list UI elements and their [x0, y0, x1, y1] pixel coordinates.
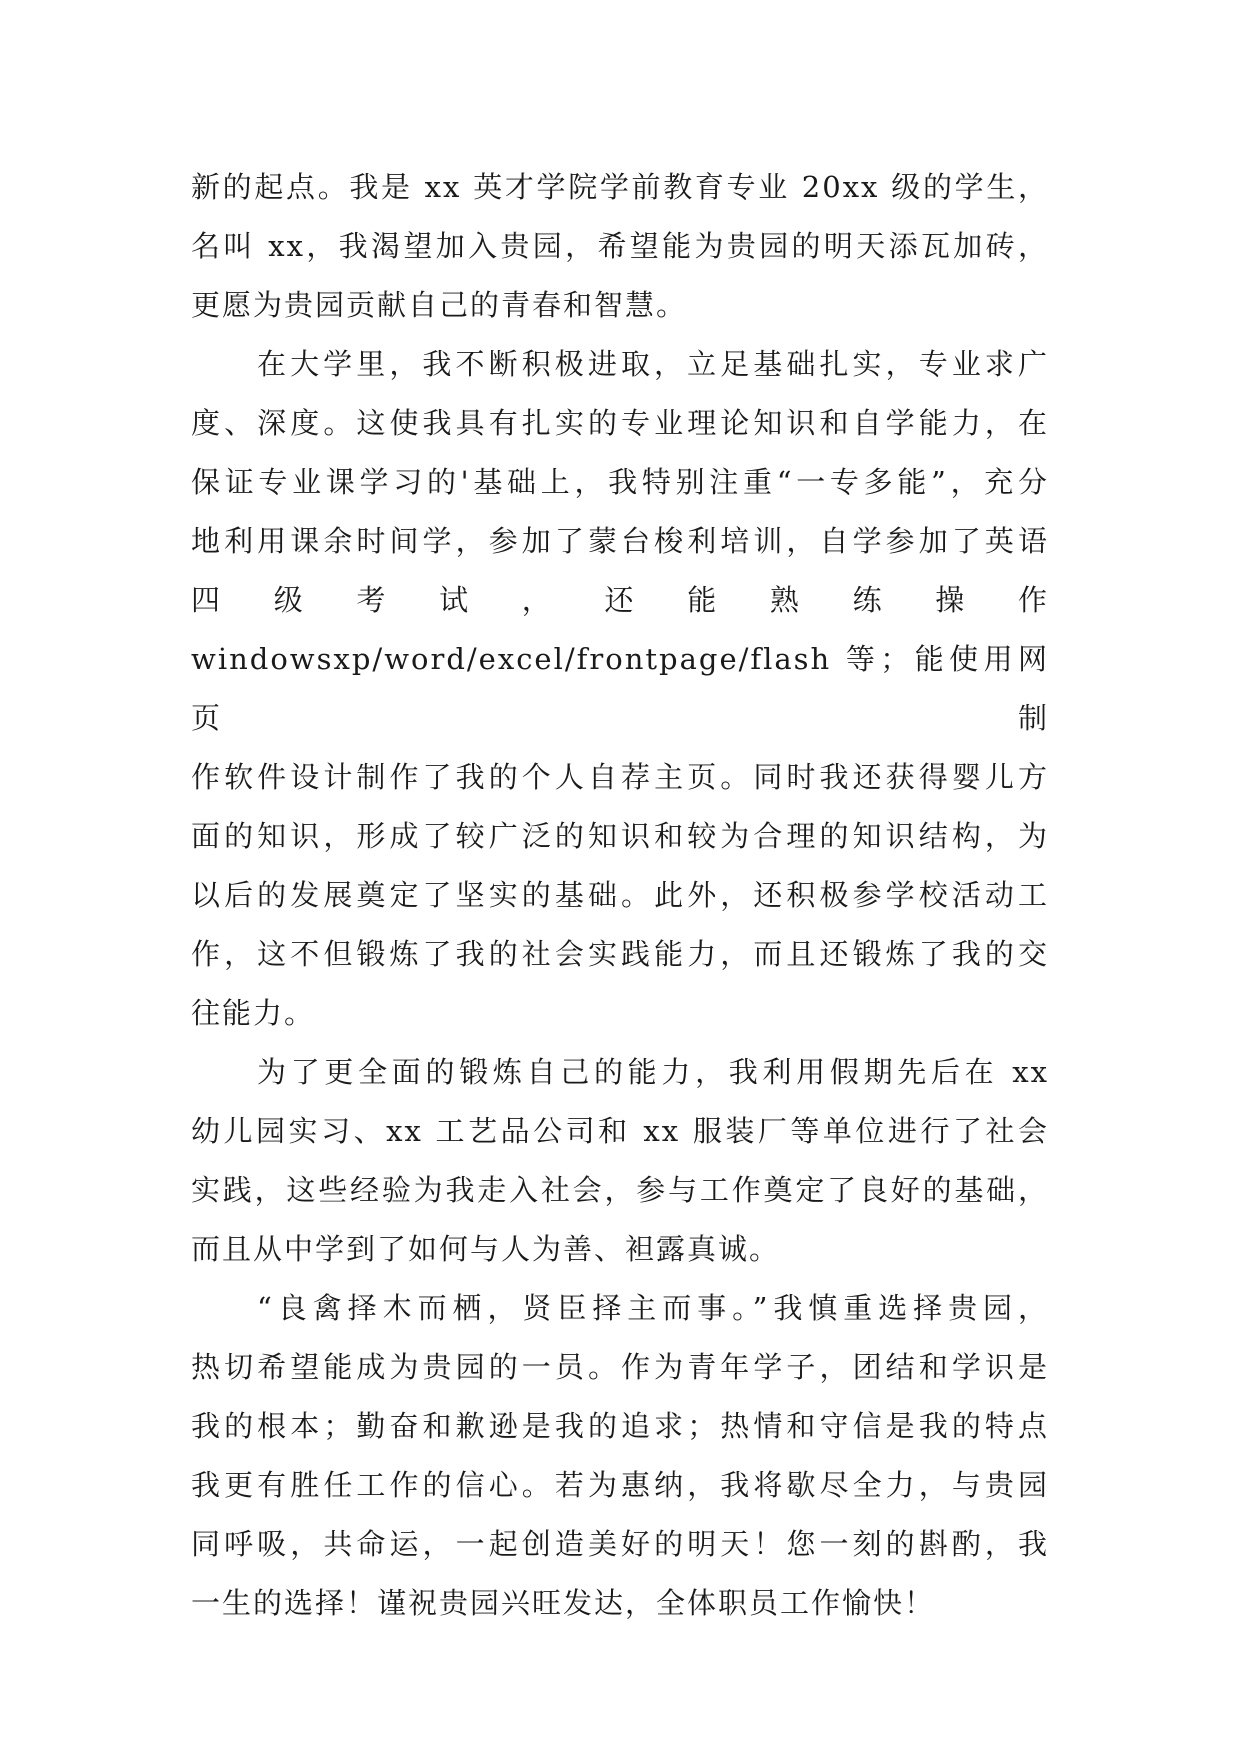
body-text: [191, 158, 1049, 1633]
text-line: 作软件设计制作了我的个人自荐主页。同时我还获得婴儿方: [191, 760, 1049, 794]
text-line: windowsxp/word/excel/frontpage/flash 等；能使用网页制: [191, 642, 1049, 735]
text-line: 同呼吸，共命运，一起创造美好的明天！您一刻的斟酌，我: [191, 1527, 1049, 1561]
paragraph-1: [191, 158, 1049, 335]
paragraph-2: [191, 335, 1049, 1043]
text-line: 而且从中学到了如何与人为善、袒露真诚。: [191, 1232, 781, 1266]
text-line: 以后的发展奠定了坚实的基础。此外，还积极参学校活动工: [191, 878, 1049, 912]
text-line: 热切希望能成为贵园的一员。作为青年学子，团结和学识是: [191, 1350, 1049, 1384]
text-line: 度、深度。这使我具有扎实的专业理论知识和自学能力，在: [191, 406, 1049, 440]
text-line: 在大学里，我不断积极进取，立足基础扎实，专业求广: [257, 347, 1049, 381]
text-line: 实践，这些经验为我走入社会，参与工作奠定了良好的基础，: [191, 1173, 1049, 1207]
text-line: 面的知识，形成了较广泛的知识和较为合理的知识结构，为: [191, 819, 1049, 853]
text-line: 为了更全面的锻炼自己的能力，我利用假期先后在 xx: [257, 1055, 1049, 1089]
text-line: 往能力。: [191, 996, 316, 1030]
paragraph-3: [191, 1043, 1049, 1279]
text-line: 我更有胜任工作的信心。若为惠纳，我将歇尽全力，与贵园: [191, 1468, 1049, 1502]
text-line: 地利用课余时间学，参加了蒙台梭利培训，自学参加了英语: [191, 524, 1049, 558]
text-line: “良禽择木而栖，贤臣择主而事。”我慎重选择贵园，: [257, 1291, 1049, 1325]
text-line: 更愿为贵园贡献自己的青春和智慧。: [191, 288, 688, 322]
text-line: 幼儿园实习、xx 工艺品公司和 xx 服装厂等单位进行了社会: [191, 1114, 1049, 1148]
text-line: 一生的选择！谨祝贵园兴旺发达，全体职员工作愉快！: [191, 1586, 936, 1620]
text-line: 我的根本；勤奋和歉逊是我的追求；热情和守信是我的特点: [191, 1409, 1049, 1443]
text-line: 名叫 xx，我渴望加入贵园，希望能为贵园的明天添瓦加砖，: [191, 229, 1049, 263]
text-line: 作，这不但锻炼了我的社会实践能力，而且还锻炼了我的交: [191, 937, 1049, 971]
text-line: 新的起点。我是 xx 英才学院学前教育专业 20xx 级的学生，: [191, 170, 1049, 204]
text-line: 四 级 考 试 ， 还 能 熟 练 操 作: [191, 583, 1049, 617]
paragraph-4: [191, 1279, 1049, 1633]
text-line: 保证专业课学习的'基础上，我特别注重“一专多能”，充分: [191, 465, 1049, 499]
